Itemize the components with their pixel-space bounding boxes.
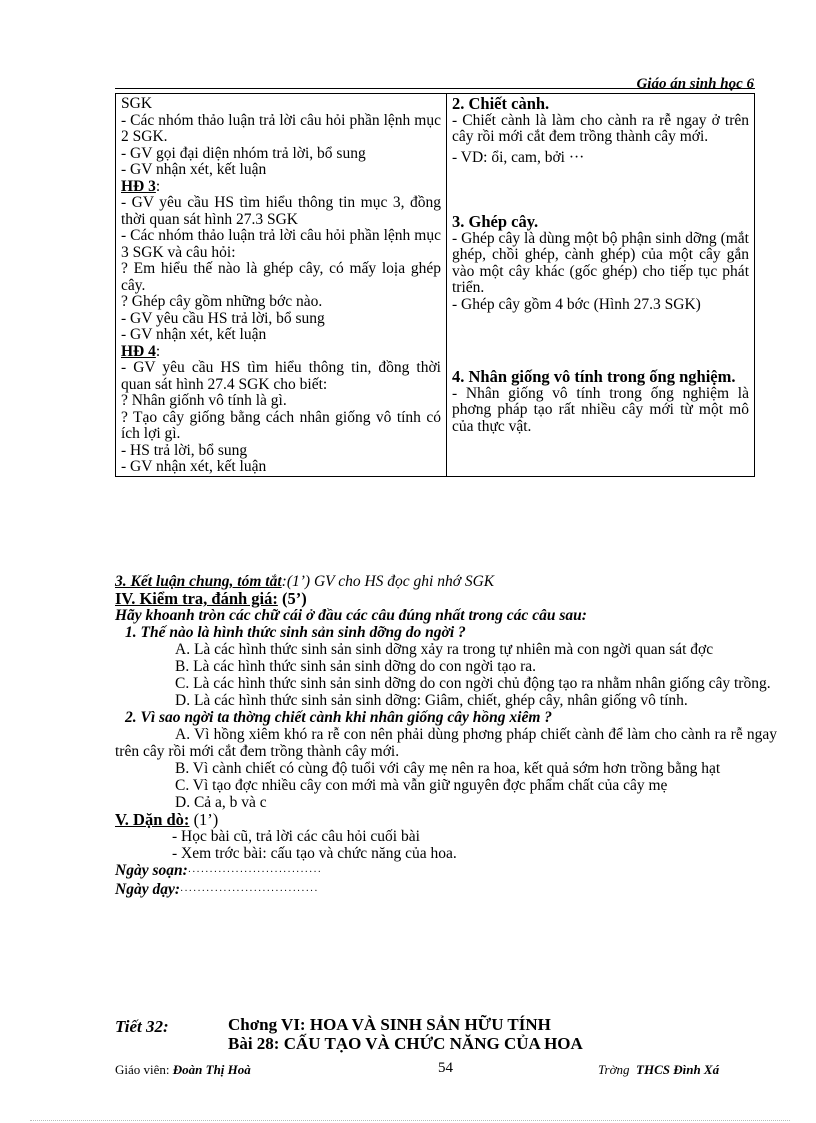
answer-option: B. Vì cành chiết có cùng độ tuổi với cây mẹ nên ra hoa, kết quả sớm hơn trồng bằng hạt	[175, 760, 721, 777]
page-header-title: Giáo án sinh học 6	[636, 76, 754, 92]
content-column	[447, 94, 755, 477]
chapter-line: Chơng VI: HOA VÀ SINH SẢN HỮU TÍNH	[228, 1015, 551, 1034]
page-number: 54	[438, 1060, 453, 1076]
section-title: 4. Nhân giống vô tính trong ống nghiệm.	[452, 367, 736, 386]
teacher-footer: Giáo viên: Đoàn Thị Hoà	[115, 1062, 251, 1077]
answer-option: C. Là các hình thức sinh sản sinh dỡng do con ngời chủ động tạo ra nhằm nhân giống cây trồng.	[175, 675, 771, 692]
content-line: - Nhân giống vô tính trong ống nghiệm là phơng pháp tạo rất nhiều cây mới từ một mô của thực vật.	[452, 384, 749, 435]
lesson-table	[115, 93, 755, 477]
answer-option: D. Cả a, b và c	[175, 794, 267, 811]
header-rule	[115, 88, 755, 89]
activity-heading: HĐ 4:	[121, 342, 161, 360]
table-line: - GV yêu cầu HS tìm hiểu thông tin mục 3, đồng thời quan sát hình 27.3 SGK	[121, 194, 441, 228]
content-line: - VD: ổi, cam, bởi ···	[452, 148, 585, 166]
table-line: ? Ghép cây gồm những bớc nào.	[121, 293, 323, 310]
answer-option: B. Là các hình thức sinh sản sinh dỡng do con ngời tạo ra.	[175, 658, 536, 675]
assessment-heading: IV. Kiểm tra, đánh giá: (5’)	[115, 589, 307, 608]
instruction: Hãy khoanh tròn các chữ cái ở đầu các câu đúng nhất trong các câu sau:	[115, 607, 587, 624]
question-2: 2. Vì sao ngời ta thờng chiết cành khi nhân giống cây hồng xiêm ?	[125, 709, 553, 726]
table-line: - GV nhận xét, kết luận	[121, 458, 267, 475]
school-footer: Trờng THCS Đình Xá	[598, 1062, 720, 1077]
table-line: - GV yêu cầu HS tìm hiểu thông tin, đồng thời quan sát hình 27.4 SGK cho biết:	[121, 359, 441, 393]
homework-heading: V. Dặn dò: (1’)	[115, 810, 219, 829]
page-bottom-rule	[30, 1120, 790, 1121]
content-line: - Chiết cành là làm cho cành ra rễ ngay ở trên cây rồi mới cắt đem trồng thành cây mới.	[452, 111, 749, 145]
homework-item: - Xem trớc bài: cấu tạo và chức năng của hoa.	[172, 845, 457, 862]
table-line: ? Tạo cây giống bằng cách nhân giống vô tính có ích lợi gì.	[121, 408, 441, 442]
answer-option: A. Vì hồng xiêm khó ra rễ con nên phải dùng phơng pháp chiết cành để làm cho cành ra rễ ngay trên cây rồi mới cắt đem trồng thành cây mới.	[115, 726, 777, 760]
chapter-title	[228, 1015, 583, 1053]
table-line: - GV nhận xét, kết luận	[121, 161, 267, 178]
activities-column	[116, 94, 447, 477]
conclusion-line: 3. Kết luận chung, tóm tắt:(1’) GV cho HS đọc ghi nhớ SGK	[115, 573, 495, 590]
table-line: - GV gọi đại diện nhóm trả lời, bổ sung	[121, 144, 366, 162]
table-line: - GV yêu cầu HS trả lời, bổ sung	[121, 309, 325, 327]
lesson-line: Bài 28: CẤU TẠO VÀ CHỨC NĂNG CỦA HOA	[228, 1034, 583, 1053]
content-line: - Ghép cây gồm 4 bớc (Hình 27.3 SGK)	[452, 295, 701, 313]
period-number: Tiết 32:	[115, 1017, 169, 1036]
answer-option: A. Là các hình thức sinh sản sinh dỡng xảy ra trong tự nhiên mà con ngời quan sát đợc	[175, 641, 714, 658]
teach-date: Ngày dạy:································	[115, 881, 319, 898]
prep-date: Ngày soạn:·······························	[115, 862, 322, 879]
table-line: ? Nhân giốnh vô tính là gì.	[121, 392, 287, 409]
homework-item: - Học bài cũ, trả lời các câu hỏi cuối bài	[172, 828, 420, 845]
table-line: - GV nhận xét, kết luận	[121, 326, 267, 343]
lesson-body	[115, 573, 777, 900]
section-title: 2. Chiết cành.	[452, 94, 550, 113]
table-line: - HS trả lời, bổ sung	[121, 441, 248, 459]
section-title: 3. Ghép cây.	[452, 212, 539, 231]
question-1: 1. Thế nào là hình thức sinh sản sinh dỡng do ngời ?	[125, 624, 466, 641]
table-line: - Các nhóm thảo luận trả lời câu hỏi phần lệnh mục 3 SGK và câu hỏi:	[121, 227, 441, 261]
answer-option: D. Là các hình thức sinh sản sinh dỡng: Giâm, chiết, ghép cây, nhân giống vô tính.	[175, 692, 688, 709]
table-line: SGK	[121, 95, 153, 112]
content-line: - Ghép cây là dùng một bộ phận sinh dỡng (mắt ghép, chồi ghép, cành ghép) của một cây gắn vào một cây khác (gốc ghép) cho tiếp tục phát triển.	[452, 229, 749, 296]
activity-heading: HĐ 3:	[121, 177, 161, 195]
answer-option: C. Vì tạo đợc nhiều cây con mới mà vẫn giữ nguyên đợc phẩm chất của cây mẹ	[175, 777, 668, 794]
table-line: - Các nhóm thảo luận trả lời câu hỏi phần lệnh mục 2 SGK.	[121, 111, 441, 145]
table-line: ? Em hiểu thế nào là ghép cây, có mấy loịa ghép cây.	[121, 260, 441, 294]
